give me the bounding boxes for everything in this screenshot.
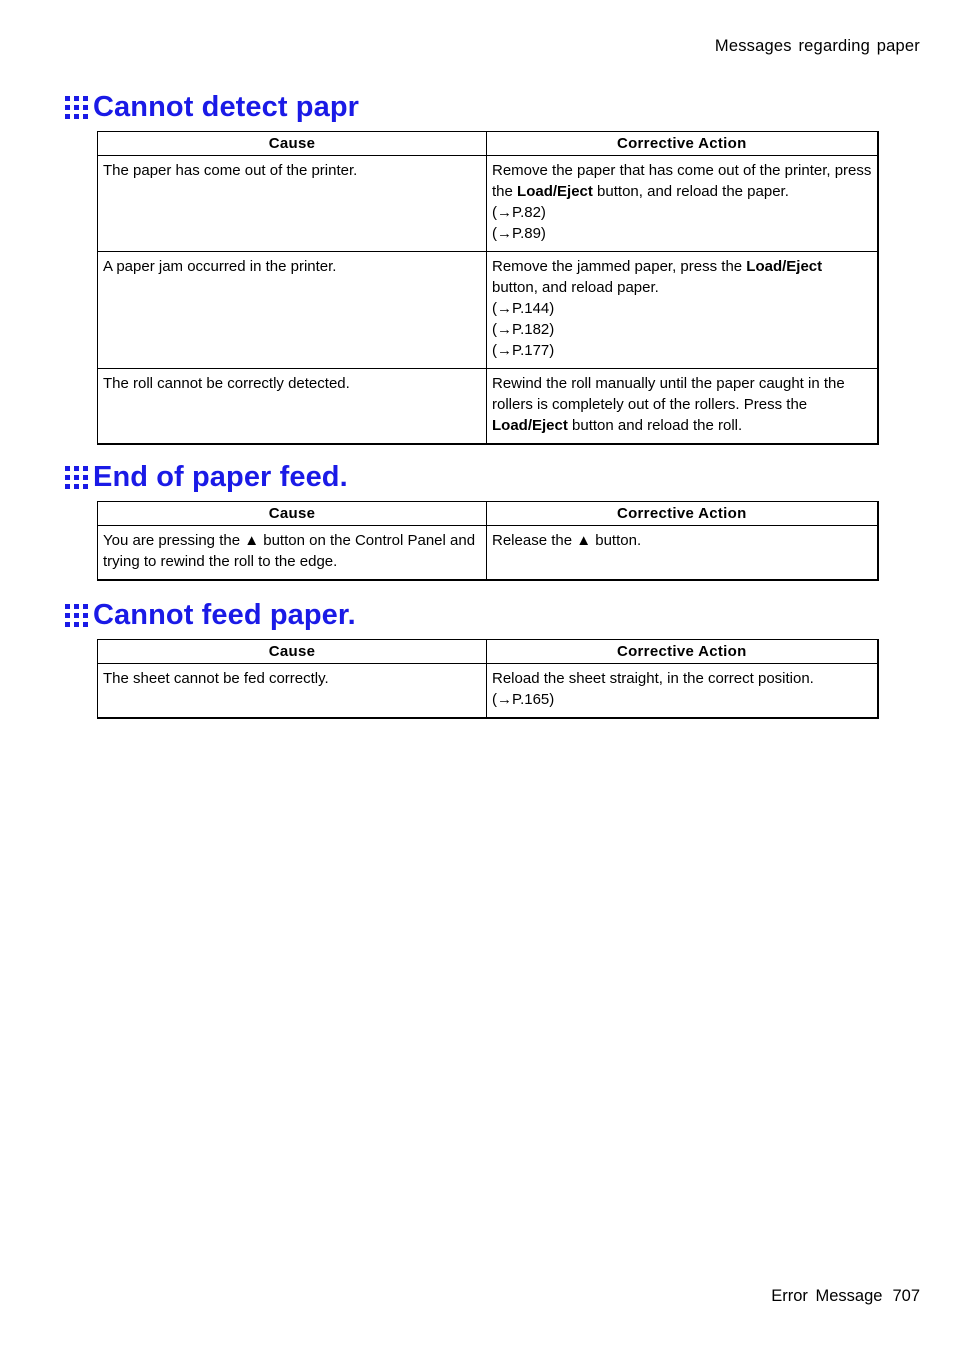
action-cell	[487, 664, 878, 719]
cause-action-table	[97, 639, 879, 719]
page-footer	[771, 1287, 920, 1306]
page-number: 707	[892, 1287, 920, 1305]
action-text-segment: Rewind the roll manually until the paper caught in the rollers is completely out of the rollers. Press the	[492, 375, 845, 413]
action-text-segment: Remove the jammed paper, press the	[492, 258, 747, 275]
table-row	[98, 526, 878, 581]
cause-cell: The roll cannot be correctly detected.	[98, 369, 487, 445]
section-title: Cannot detect papr	[93, 90, 360, 123]
table-row	[98, 252, 878, 369]
page-reference-link[interactable]: (→P.82)	[492, 204, 546, 221]
footer-section-name: Error Message	[771, 1287, 883, 1305]
cause-cell: The paper has come out of the printer.	[98, 156, 487, 252]
grid-dots-icon	[65, 604, 88, 627]
action-text-segment: button, and reload the paper.	[592, 183, 789, 200]
table-header-row	[98, 502, 878, 526]
page-reference-link[interactable]: (→P.144)	[492, 300, 555, 317]
column-header-cause: Cause	[98, 502, 487, 526]
action-text-segment: Reload the sheet straight, in the correct position.	[492, 670, 814, 687]
table-row	[98, 664, 878, 719]
page-reference-link[interactable]: (→P.89)	[492, 225, 546, 242]
column-header-action: Corrective Action	[487, 132, 878, 156]
action-text-segment: Remove the paper that has come out of the printer, press the	[492, 162, 872, 200]
table-header-row	[98, 640, 878, 664]
table-row	[98, 156, 878, 252]
page-reference-link[interactable]: (→P.182)	[492, 321, 555, 338]
running-header: Messages regarding paper	[714, 37, 920, 55]
table-header-row	[98, 132, 878, 156]
action-text	[492, 373, 872, 436]
page-reference-link[interactable]: (→P.177)	[492, 342, 555, 359]
action-text-segment: button, and reload paper.	[492, 279, 659, 296]
cause-cell: The sheet cannot be fed correctly.	[98, 664, 487, 719]
grid-dots-icon	[65, 466, 88, 489]
cause-action-table	[97, 131, 879, 445]
section-title: End of paper feed.	[93, 460, 348, 493]
column-header-cause: Cause	[98, 640, 487, 664]
column-header-action: Corrective Action	[487, 640, 878, 664]
cause-action-table	[97, 501, 879, 581]
action-text	[492, 256, 872, 298]
action-text	[492, 160, 872, 202]
action-text	[492, 530, 872, 551]
button-name: Load/Eject	[746, 258, 823, 275]
cause-cell: You are pressing the ▲ button on the Control Panel and trying to rewind the roll to the edge.	[98, 526, 487, 581]
action-text-segment: Release the ▲ button.	[492, 532, 642, 549]
section-heading	[65, 90, 359, 124]
button-name: Load/Eject	[517, 183, 593, 200]
action-cell	[487, 369, 878, 445]
action-cell	[487, 156, 878, 252]
section-title: Cannot feed paper.	[93, 598, 356, 631]
button-name: Load/Eject	[492, 417, 568, 434]
page-reference-link[interactable]: (→P.165)	[492, 691, 555, 708]
cause-cell: A paper jam occurred in the printer.	[98, 252, 487, 369]
column-header-cause: Cause	[98, 132, 487, 156]
action-cell	[487, 252, 878, 369]
column-header-action: Corrective Action	[487, 502, 878, 526]
action-text-segment: button and reload the roll.	[567, 417, 743, 434]
action-cell	[487, 526, 878, 581]
section-heading	[65, 460, 348, 494]
grid-dots-icon	[65, 96, 88, 119]
table-row	[98, 369, 878, 445]
action-text	[492, 668, 872, 689]
section-heading	[65, 598, 356, 632]
